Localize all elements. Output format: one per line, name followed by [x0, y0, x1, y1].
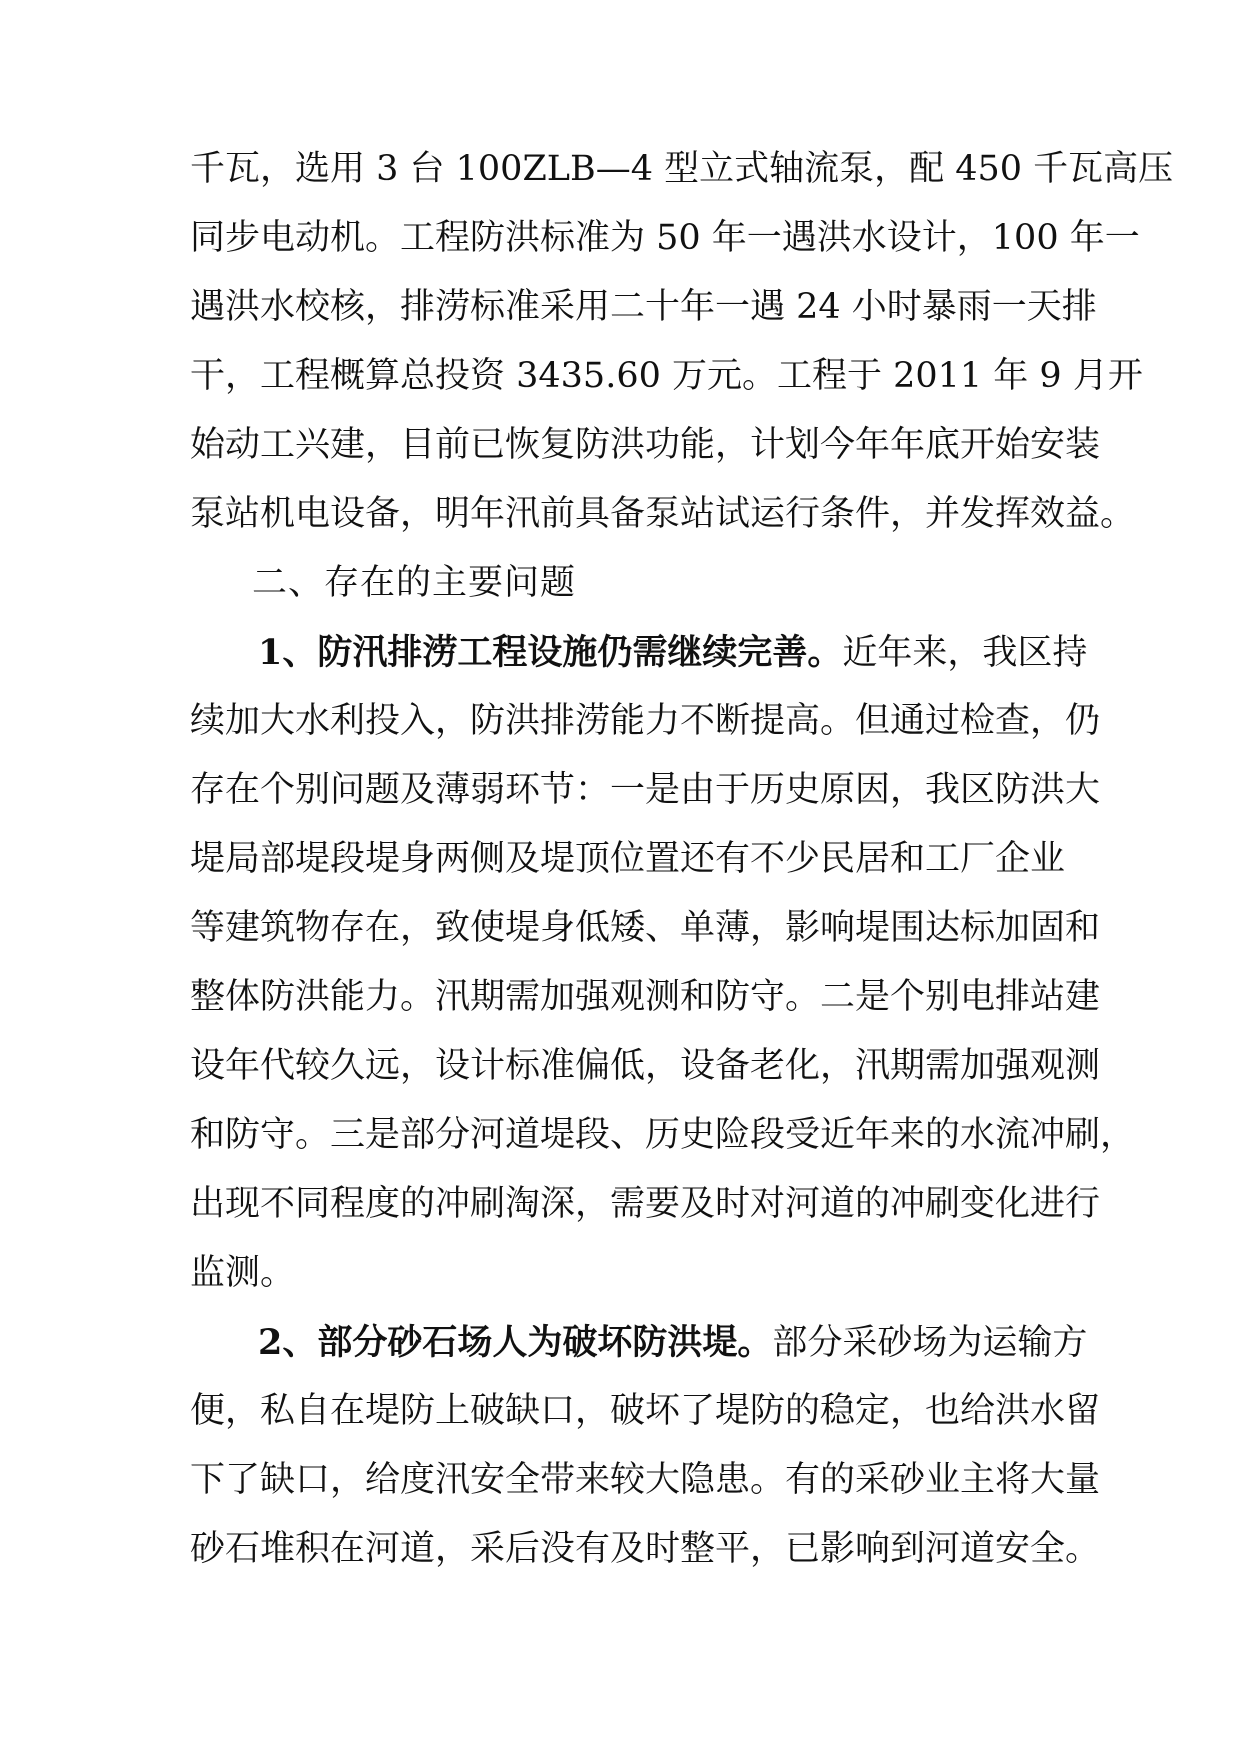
paragraph-line: 干，工程概算总投资 3435.60 万元。工程于 2011 年 9 月开: [190, 356, 1143, 396]
item-2-paragraph: [190, 1308, 1101, 1584]
item-1-first-line: [190, 618, 1088, 687]
paragraph-line: 砂石堆积在河道，采后没有及时整平，已影响到河道安全。: [190, 1529, 1101, 1569]
paragraph-line: 堤局部堤段堤身两侧及堤顶位置还有不少民居和工厂企业: [190, 839, 1066, 879]
paragraph-line: 设年代较久远，设计标准偏低，设备老化，汛期需加强观测: [190, 1046, 1101, 1086]
paragraph-line: 千瓦，选用 3 台 100ZLB—4 型立式轴流泵，配 450 千瓦高压: [190, 149, 1174, 189]
paragraph-line: 出现不同程度的冲刷淘深，需要及时对河道的冲刷变化进行: [190, 1184, 1101, 1224]
paragraph-line: 遇洪水校核，排涝标准采用二十年一遇 24 小时暴雨一天排: [190, 287, 1097, 327]
paragraph-line: 便，私自在堤防上破缺口，破坏了堤防的稳定，也给洪水留: [190, 1391, 1101, 1431]
item-1-first-line-rest: 近年来，我区持: [842, 633, 1088, 673]
section-heading: 二、存在的主要问题: [252, 563, 577, 603]
item-2-first-line: [190, 1308, 1088, 1377]
paragraph-line: 等建筑物存在，致使堤身低矮、单薄，影响堤围达标加固和: [190, 908, 1101, 948]
continued-paragraph: [190, 135, 1174, 549]
section-heading-block: [190, 549, 1052, 618]
paragraph-line: 存在个别问题及薄弱环节：一是由于历史原因，我区防洪大: [190, 770, 1101, 810]
paragraph-line: 同步电动机。工程防洪标准为 50 年一遇洪水设计，100 年一: [190, 218, 1140, 258]
paragraph-line: 整体防洪能力。汛期需加强观测和防守。二是个别电排站建: [190, 977, 1101, 1017]
item-1-paragraph: [190, 618, 1136, 1308]
paragraph-line: 始动工兴建，目前已恢复防洪功能，计划今年年底开始安装: [190, 425, 1101, 465]
item-2-bold-lead: 2、部分砂石场人为破坏防洪堤。: [258, 1322, 773, 1363]
paragraph-line: 泵站机电设备，明年汛前具备泵站试运行条件，并发挥效益。: [190, 494, 1136, 534]
item-1-bold-lead: 1、防汛排涝工程设施仍需继续完善。: [258, 632, 843, 673]
paragraph-line: 和防守。三是部分河道堤段、历史险段受近年来的水流冲刷，: [190, 1115, 1136, 1155]
item-2-first-line-rest: 部分采砂场为运输方: [772, 1323, 1088, 1363]
paragraph-line: 续加大水利投入，防洪排涝能力不断提高。但通过检查，仍: [190, 701, 1101, 741]
paragraph-line: 下了缺口，给度汛安全带来较大隐患。有的采砂业主将大量: [190, 1460, 1101, 1500]
paragraph-line: 监测。: [190, 1253, 296, 1293]
